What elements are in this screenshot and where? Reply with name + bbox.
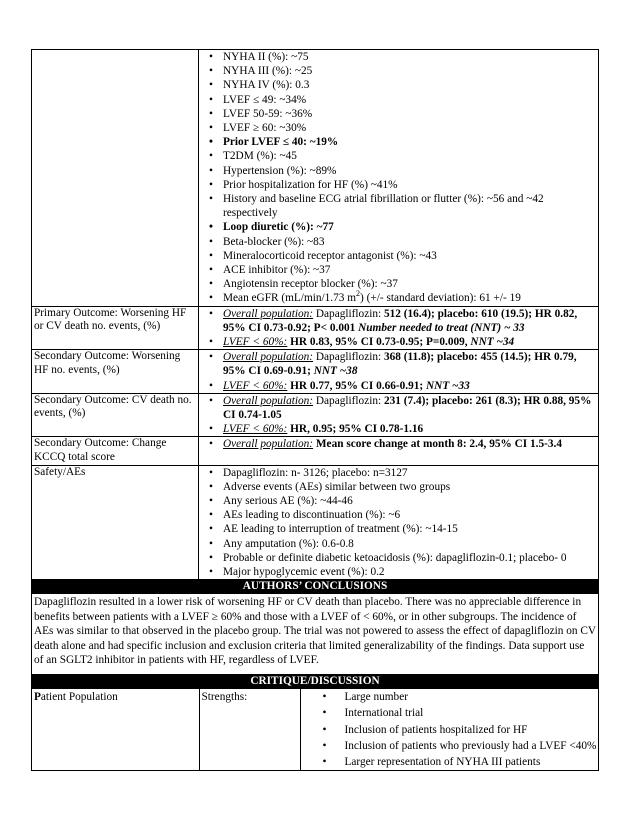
result-text: HR, 0.95; 95% CI 0.78-1.16 — [287, 423, 424, 436]
list-item: • Angiotensin receptor blocker (%): ~37 — [201, 277, 596, 291]
secondary-outcome-cv-label: Secondary Outcome: CV death no. events, (%) — [32, 393, 199, 437]
superscript: 2 — [356, 289, 361, 299]
list-item: • AE leading to interruption of treatment (%): ~14-15 — [201, 522, 596, 536]
egfr-text: Mean eGFR (mL/min/1.73 m — [223, 292, 357, 305]
list-item — [201, 422, 596, 436]
list-item — [201, 291, 596, 305]
list-item — [201, 335, 596, 349]
list-item: • Prior LVEF ≤ 40: ~19% — [201, 135, 596, 149]
list-item: • Mineralocorticoid receptor antagonist (%): ~43 — [201, 249, 596, 263]
list-item: • History and baseline ECG atrial fibrillation or flutter (%): ~56 and ~42 respectively — [201, 192, 596, 220]
safety-row — [32, 465, 599, 580]
strengths-label: Strengths: — [199, 689, 300, 770]
secondary-outcome-cv-cell — [199, 393, 599, 437]
critique-header-row — [32, 675, 599, 689]
overall-label: Overall population: — [223, 307, 314, 320]
lvef-label: LVEF < 60%: — [223, 423, 288, 436]
list-item — [201, 350, 596, 378]
result-text: HR 0.77, 95% CI 0.66-0.91; — [287, 379, 427, 392]
strengths-list — [301, 689, 598, 770]
list-item: • LVEF ≤ 49: ~34% — [201, 93, 596, 107]
baseline-row — [32, 50, 599, 307]
list-item: • Any serious AE (%): ~44-46 — [201, 494, 596, 508]
list-item: • NYHA III (%): ~25 — [201, 64, 596, 78]
result-text: 512 (16.4); placebo: 610 (19.5); HR 0.82, 95% CI 0.73-0.92; P< 0.001 — [223, 307, 578, 334]
lvef-label: LVEF < 60%: — [223, 336, 288, 349]
patient-population-label — [32, 689, 199, 770]
primary-outcome-cell — [199, 306, 599, 350]
list-item: • Large number — [301, 689, 598, 705]
label-rest: atient Population — [40, 691, 118, 704]
egfr-text-rest: ) (+/- standard deviation): 61 +/- 19 — [360, 292, 521, 305]
conclusions-part: 60% and those with a LVEF of < 60%, or in other subgroups. The incidence of AEs was similar to that observed in the placebo group. The trial was not powered to assess the effect of dapagliflozin on CV death alone and had specific inclusion and exclusion criteria that limited generalizability of the findings. Data support use of an SGLT2 inhibitor in patients with HF, regardless of LVEF. — [34, 610, 596, 666]
nnt-text: NNT ~34 — [470, 336, 515, 349]
list-item: • Prior hospitalization for HF (%) ~41% — [201, 178, 596, 192]
list-item: • Inclusion of patients who previously had a LVEF <40% — [301, 738, 598, 754]
list-item: • NYHA IV (%): 0.3 — [201, 78, 596, 92]
list-item — [201, 394, 596, 422]
primary-outcome-label: Primary Outcome: Worsening HF or CV death no. events, (%) — [32, 306, 199, 350]
safety-cell — [199, 465, 599, 580]
critique-cell — [32, 689, 599, 771]
conclusions-symbol: ≥ — [211, 610, 218, 623]
list-item: • T2DM (%): ~45 — [201, 149, 596, 163]
list-item: • LVEF ≥ 60: ~30% — [201, 121, 596, 135]
critique-header: CRITIQUE/DISCUSSION — [32, 675, 599, 689]
nnt-text: NNT ~38 — [313, 365, 358, 378]
critique-inner-table — [32, 689, 597, 770]
list-item — [201, 379, 596, 393]
list-item: • Major hypoglycemic event (%): 0.2 — [201, 565, 596, 579]
secondary-outcome-kccq-cell — [199, 437, 599, 465]
result-text: HR 0.83, 95% CI 0.73-0.95; P=0.009, — [287, 336, 471, 349]
plain-text: Dapagliflozin: — [313, 351, 384, 364]
baseline-label-cell — [32, 50, 199, 307]
secondary-outcome-cv-row — [32, 393, 599, 437]
overall-label: Overall population: — [223, 351, 314, 364]
primary-outcome-row — [32, 306, 599, 350]
result-text: 231 (7.4); placebo: 261 (8.3); HR 0.88, 95% CI 0.74-1.05 — [223, 394, 592, 422]
list-item: • Hypertension (%): ~89% — [201, 164, 596, 178]
result-text: 368 (11.8); placebo: 455 (14.5); HR 0.79, 95% CI 0.69-0.91; — [223, 351, 577, 378]
conclusions-text — [32, 594, 599, 675]
safety-list — [201, 466, 596, 580]
list-item: • Dapagliflozin: n- 3126; placebo: n=3127 — [201, 466, 596, 480]
list-item: • Beta-blocker (%): ~83 — [201, 235, 596, 249]
list-item: • Adverse events (AEs) similar between two groups — [201, 480, 596, 494]
secondary-outcome-kccq-label: Secondary Outcome: Change KCCQ total score — [32, 437, 199, 465]
list-item: • ACE inhibitor (%): ~37 — [201, 263, 596, 277]
list-item: • LVEF 50-59: ~36% — [201, 107, 596, 121]
conclusions-row — [32, 594, 599, 675]
list-item: • International trial — [301, 705, 598, 721]
label-initial: P — [34, 691, 41, 704]
secondary-outcome-hf-cell — [199, 350, 599, 394]
conclusions-header-row — [32, 580, 599, 594]
baseline-list — [201, 50, 596, 306]
list-item: • AEs leading to discontinuation (%): ~6 — [201, 508, 596, 522]
conclusions-header: AUTHORS’ CONCLUSIONS — [32, 580, 599, 594]
list-item: • Loop diuretic (%): ~77 — [201, 220, 596, 234]
nnt-text: NNT ~33 — [426, 379, 470, 392]
list-item: • Probable or definite diabetic ketoacidosis (%): dapagliflozin-0.1; placebo- 0 — [201, 551, 596, 565]
secondary-outcome-hf-row — [32, 350, 599, 394]
list-item — [201, 307, 596, 335]
critique-row — [32, 689, 599, 771]
list-item: • Any amputation (%): 0.6-0.8 — [201, 537, 596, 551]
plain-text: Dapagliflozin: — [313, 307, 384, 320]
nnt-text: Number needed to treat (NNT) ~ 33 — [358, 321, 525, 334]
list-item: • NYHA II (%): ~75 — [201, 50, 596, 64]
lvef-label: LVEF < 60%: — [223, 379, 288, 392]
conclusions-part: Dapagliflozin resulted in a lower risk of worsening HF or CV death than placebo. There was no appreciable difference in benefits between patients with a LVEF — [34, 596, 582, 623]
list-item — [201, 437, 596, 451]
baseline-cell — [199, 50, 599, 307]
secondary-outcome-hf-label: Secondary Outcome: Worsening HF no. events, (%) — [32, 350, 199, 394]
safety-label: Safety/AEs — [32, 465, 199, 580]
document-page — [31, 49, 598, 771]
list-item: • Larger representation of NYHA III patients — [301, 754, 598, 770]
overall-label: Overall population: — [223, 438, 314, 451]
secondary-outcome-kccq-row — [32, 437, 599, 465]
list-item: • Inclusion of patients hospitalized for HF — [301, 722, 598, 738]
overall-label: Overall population: — [223, 394, 314, 407]
result-text: Mean score change at month 8: 2.4, 95% CI 1.5-3.4 — [313, 438, 562, 451]
trial-summary-table — [31, 49, 599, 771]
strengths-cell — [300, 689, 597, 770]
plain-text: Dapagliflozin: — [313, 394, 384, 407]
